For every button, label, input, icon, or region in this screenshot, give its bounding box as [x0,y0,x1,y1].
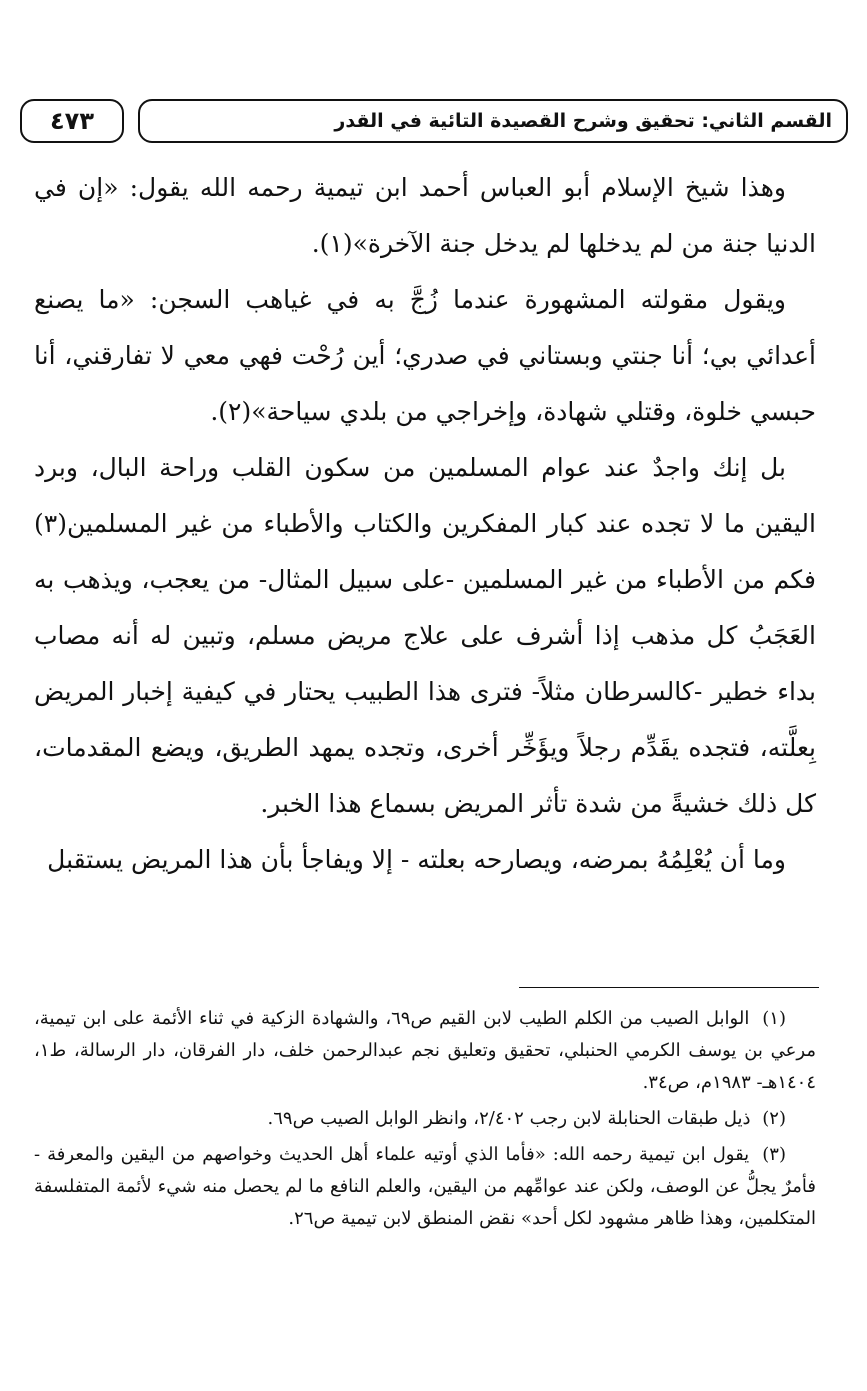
footnote-separator [519,987,819,988]
running-title: القسم الثاني: تحقيق وشرح القصيدة التائية في القدر [138,99,848,143]
paragraph: وما أن يُعْلِمُهُ بمرضه، ويصارحه بعلته - إلا ويفاجأ بأن هذا المريض يستقبل [47,845,786,874]
paragraph: وهذا شيخ الإسلام أبو العباس أحمد ابن تيمية رحمه الله يقول: «إن في الدنيا جنة من لم يدخلها لم يدخل جنة الآخرة»(١). [34,173,816,258]
footnote-text: يقول ابن تيمية رحمه الله: «فأما الذي أوتيه علماء أهل الحديث وخواصهم من اليقين والمعرفة - فأمرٌ يجلُّ عن الوصف، ولكن عند عوامِّهم من اليقين، والعلم النافع ما لم يحصل منه شيء لأئمة المتفلسفة المتكلمين، وهذا ظاهر مشهود لكل أحد» نقض المنطق لابن تيمية ص٢٦. [34,1144,816,1229]
footnote-text: الوابل الصيب من الكلم الطيب لابن القيم ص٦٩، والشهادة الزكية في ثناء الأئمة على ابن تيمية، مرعي بن يوسف الكرمي الحنبلي، تحقيق وتعليق نجم عبدالرحمن خلف، دار الفرقان، دار الرسالة، ط١، ١٤٠٤هـ- ١٩٨٣م، ص٣٤. [34,1008,816,1093]
paragraph: بل إنك واجدٌ عند عوام المسلمين من سكون القلب وراحة البال، وبرد اليقين ما لا تجده عند كبار المفكرين والكتاب والأطباء من غير المسلمين(٣) فكم من الأطباء من غير المسلمين -على سبيل المثال- من يعجب، ويذهب به العَجَبُ كل مذهب إذا أشرف على علاج مريض مسلم، وتبين له أنه مصاب بداء خطير -كالسرطان مثلاً- فترى هذا الطبيب يحتار في كيفية إخبار المريض بِعلَّته، فتجده يقَدِّم رجلاً ويؤَخِّر أخرى، وتجده يمهد الطريق، ويضع المقدمات، كل ذلك خشيةً من شدة تأثر المريض بسماع هذا الخبر. [34,453,816,818]
footnotes [34,1003,816,1239]
paragraph: ويقول مقولته المشهورة عندما زُجَّ به في غياهب السجن: «ما يصنع أعدائي بي؛ أنا جنتي وبستاني في صدري؛ أين رُحْت فهي معي لا تفارقني، أنا حبسي خلوة، وقتلي شهادة، وإخراجي من بلدي سياحة»(٢). [34,285,816,426]
footnote-number: (٣) [762,1144,786,1165]
page-header [20,99,848,147]
footnote-text: ذيل طبقات الحنابلة لابن رجب ٢/٤٠٢، وانظر الوابل الصيب ص٦٩. [267,1108,751,1129]
page-number: ٤٧٣ [20,99,124,143]
footnote [34,1103,816,1135]
footnote [34,1139,816,1235]
footnote-number: (٢) [762,1108,786,1129]
footnote [34,1003,816,1099]
footnote-number: (١) [762,1008,786,1029]
main-text [34,160,816,888]
